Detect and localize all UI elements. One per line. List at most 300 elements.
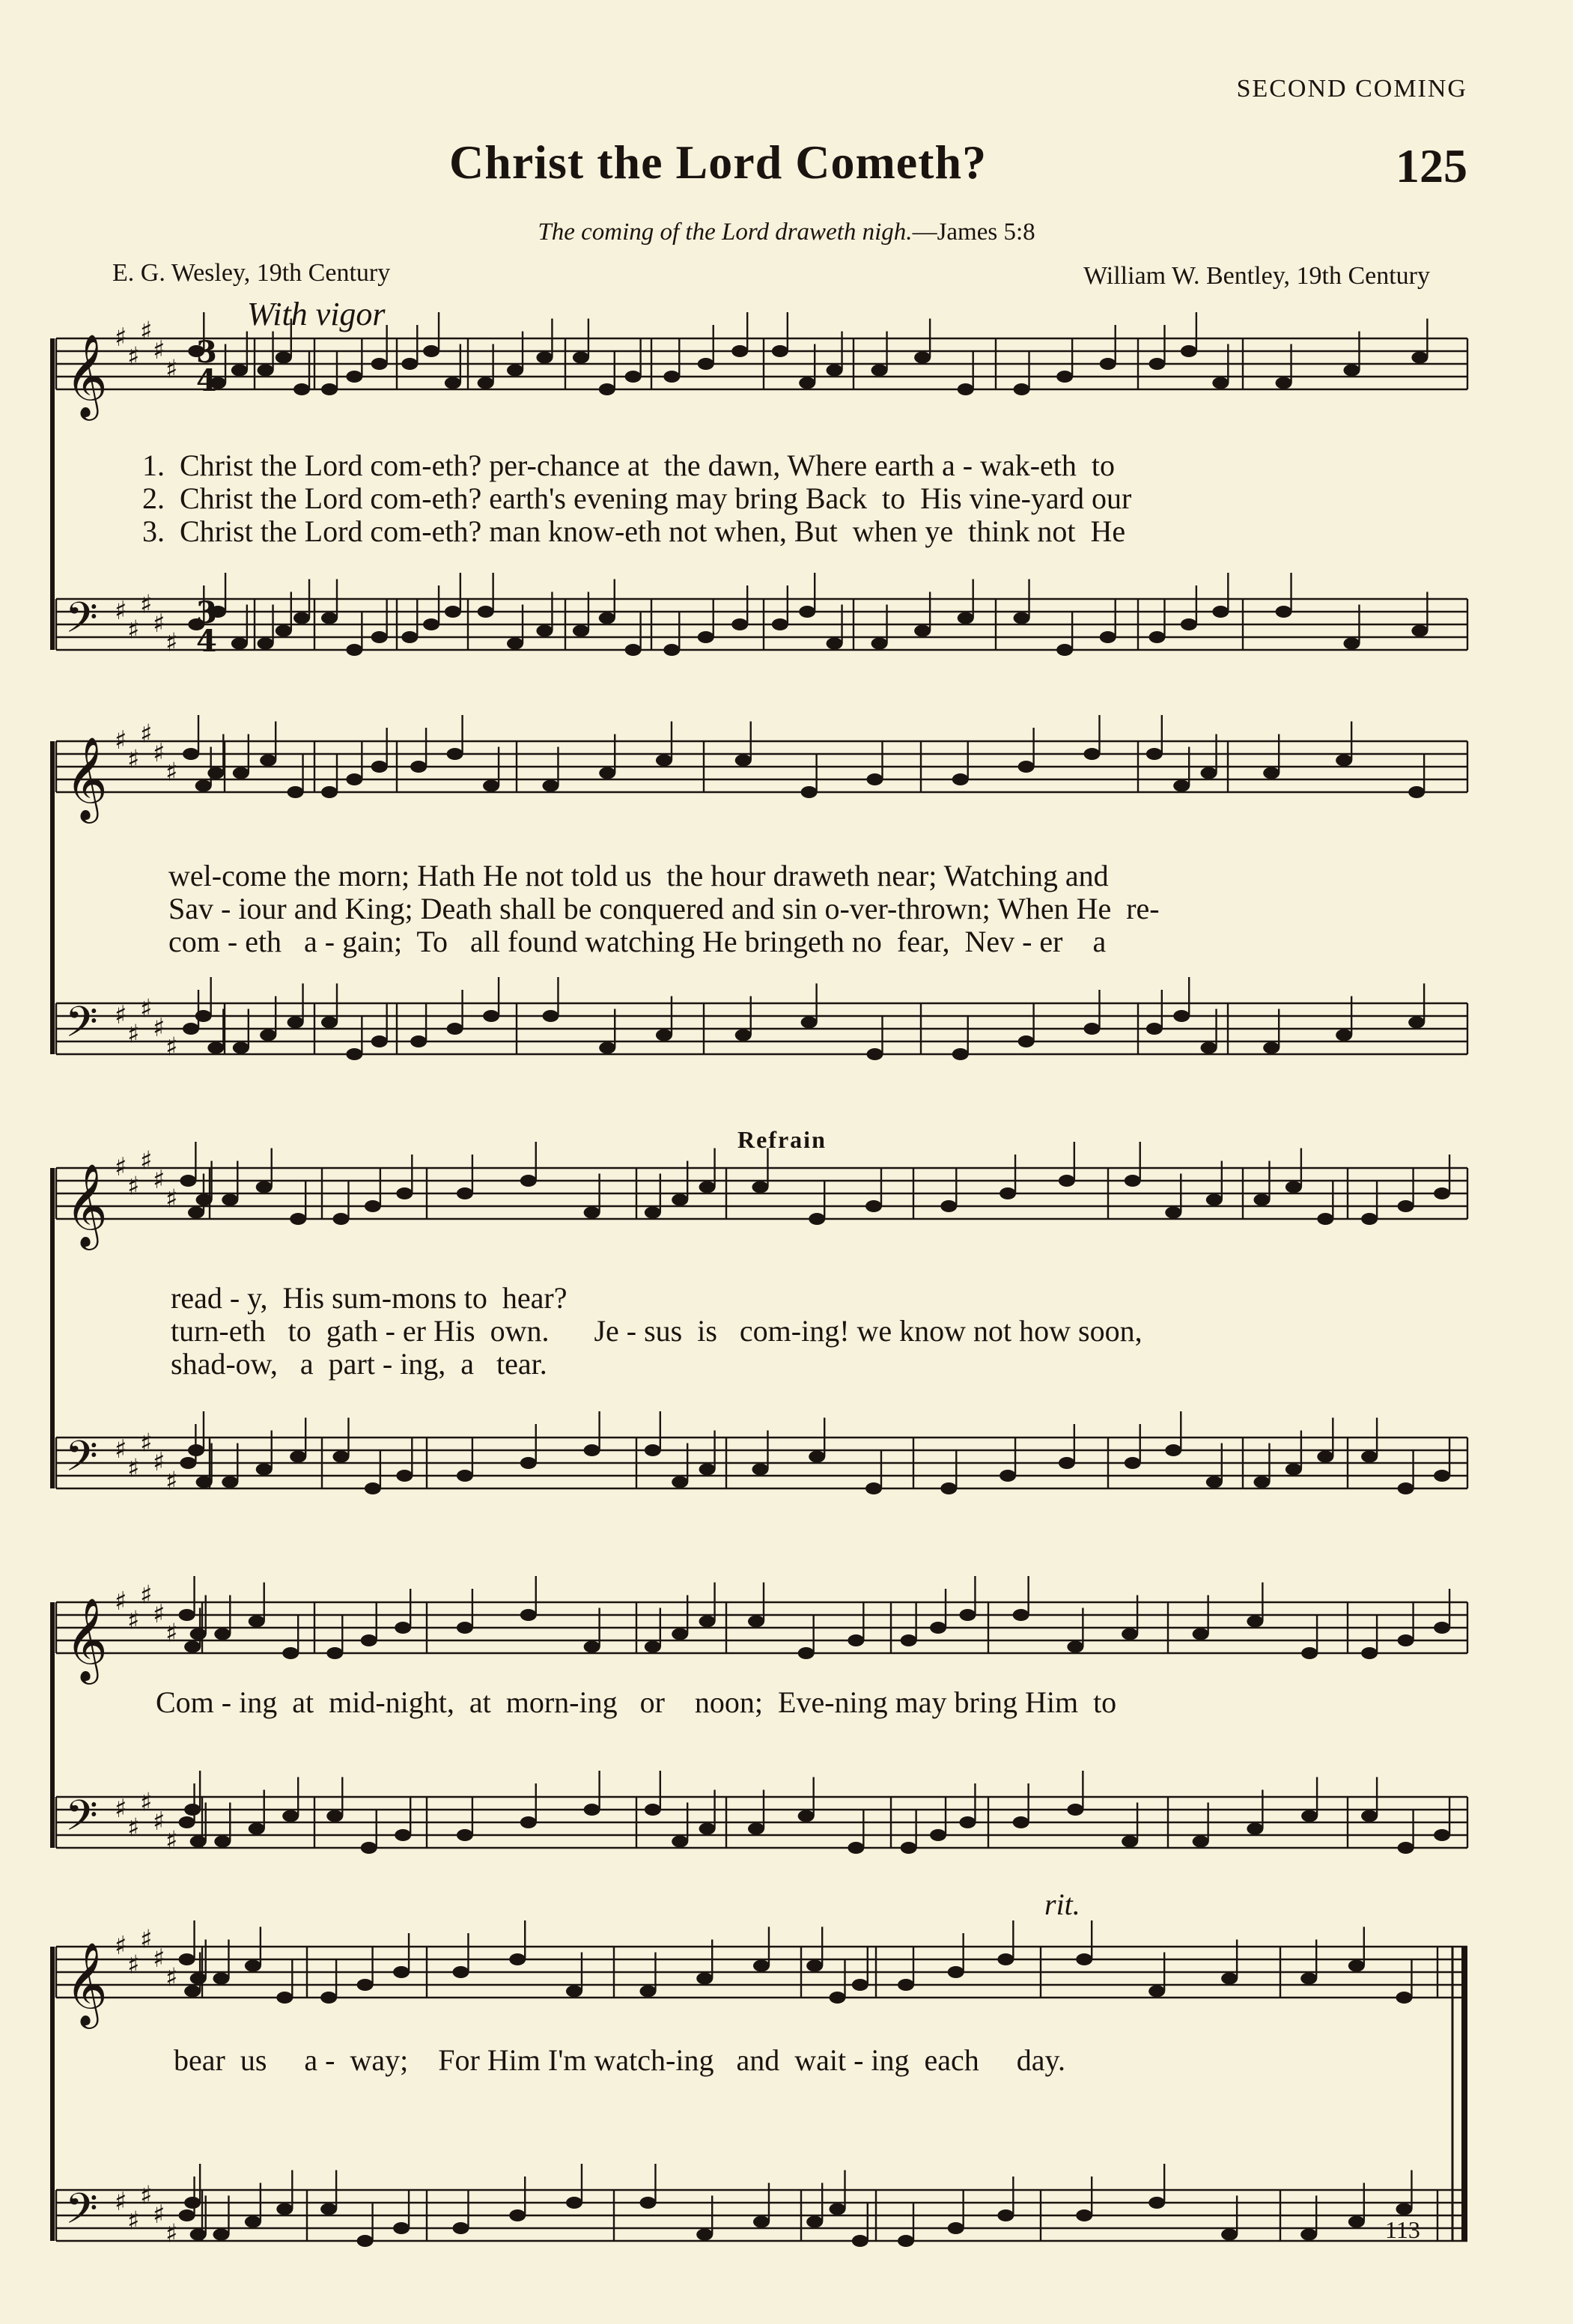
notehead: [798, 1647, 815, 1659]
notehead: [293, 383, 310, 395]
time-signature-bottom: 4: [196, 363, 217, 398]
notehead: [1148, 1986, 1165, 1998]
notehead: [445, 606, 461, 618]
sharp-icon: ♯: [165, 1184, 178, 1214]
notehead: [806, 1960, 823, 1972]
notehead: [509, 1953, 526, 1965]
notehead: [1148, 358, 1165, 370]
sharp-icon: ♯: [115, 726, 127, 755]
treble-clef-icon: 𝄞: [65, 1163, 108, 1247]
sharp-icon: ♯: [127, 1813, 140, 1843]
notehead: [1206, 1476, 1223, 1488]
notehead: [520, 1609, 537, 1621]
notehead: [258, 365, 274, 377]
notehead: [1300, 2229, 1317, 2241]
notehead: [1253, 1194, 1270, 1206]
notehead: [1263, 1042, 1280, 1054]
notehead: [180, 1457, 196, 1469]
notehead: [696, 1973, 713, 1985]
notehead: [357, 2235, 374, 2247]
notehead: [196, 1194, 213, 1206]
notehead: [656, 755, 672, 767]
bass-staff: [56, 1411, 1467, 1497]
sharp-icon: ♯: [115, 596, 127, 626]
bass-staff: [56, 1771, 1467, 1856]
notehead: [371, 631, 388, 643]
sharp-icon: ♯: [153, 1447, 165, 1477]
notehead: [1173, 780, 1190, 792]
notehead: [520, 1816, 537, 1828]
notehead: [1056, 371, 1073, 383]
notehead: [520, 1457, 537, 1469]
sharp-icon: ♯: [115, 1931, 127, 1961]
notehead: [396, 1470, 413, 1482]
treble-staff: [56, 1142, 1467, 1250]
notehead: [509, 2209, 526, 2221]
notehead: [1247, 1823, 1263, 1835]
notehead: [184, 2197, 201, 2209]
notehead: [1014, 383, 1030, 395]
notehead: [483, 1010, 499, 1022]
section-label: SECOND COMING: [1236, 75, 1467, 103]
sharp-icon: ♯: [153, 1013, 165, 1043]
notehead: [1165, 1444, 1181, 1456]
notehead: [1336, 755, 1352, 767]
notehead: [1013, 1609, 1029, 1621]
treble-clef-icon: 𝄞: [65, 1941, 108, 2025]
notehead: [276, 625, 292, 637]
sharp-icon: ♯: [127, 2206, 140, 2236]
notehead: [1000, 1187, 1016, 1199]
sharp-icon: ♯: [127, 1950, 140, 1980]
author-credit: E. G. Wesley, 19th Century: [112, 259, 391, 287]
notehead: [639, 2197, 656, 2209]
notehead: [829, 2203, 845, 2215]
notehead: [1212, 606, 1229, 618]
bass-staff: [56, 977, 1467, 1062]
notehead: [799, 377, 815, 389]
notehead: [214, 1628, 231, 1640]
sharp-icon: ♯: [140, 316, 153, 347]
notehead: [940, 1200, 957, 1212]
notehead: [952, 1048, 969, 1060]
notehead: [1398, 1482, 1414, 1494]
notehead: [827, 365, 843, 377]
notehead: [276, 352, 292, 364]
sharp-icon: ♯: [153, 335, 165, 365]
notehead: [1276, 377, 1292, 389]
notehead: [326, 1810, 343, 1822]
notehead: [1056, 644, 1073, 656]
notehead: [663, 371, 680, 383]
notehead: [365, 1482, 381, 1494]
notehead: [423, 618, 439, 630]
notehead: [1221, 2229, 1238, 2241]
time-signature-top: 3: [196, 335, 217, 370]
notehead: [401, 631, 418, 643]
notehead: [1173, 1010, 1190, 1022]
sharp-icon: ♯: [153, 1165, 165, 1195]
notehead: [214, 1836, 231, 1848]
sharp-icon: ♯: [127, 1171, 140, 1202]
notehead: [753, 2216, 770, 2228]
notehead: [326, 1647, 343, 1659]
notehead: [1212, 377, 1229, 389]
notehead: [260, 1029, 276, 1041]
notehead: [231, 638, 248, 650]
notehead: [958, 612, 974, 624]
lyric-s1-verse3: 3. Christ the Lord com-eth? man know-eth not when, But when ye think not He: [142, 514, 1126, 548]
notehead: [1059, 1175, 1075, 1187]
sharp-icon: ♯: [165, 627, 178, 658]
notehead: [1348, 1960, 1365, 1972]
notehead: [663, 644, 680, 656]
notehead: [276, 1992, 293, 2004]
notehead: [1100, 358, 1116, 370]
notehead: [914, 625, 931, 637]
bass-clef-icon: 𝄢: [65, 1792, 98, 1851]
notehead: [801, 1017, 818, 1029]
notehead: [748, 1616, 764, 1628]
notehead: [393, 1966, 410, 1978]
sharp-icon: ♯: [127, 744, 140, 775]
sharp-icon: ♯: [153, 1807, 165, 1837]
scripture-reference: —James 5:8: [912, 219, 1035, 246]
notehead: [1434, 1187, 1450, 1199]
notehead: [287, 786, 304, 798]
notehead: [848, 1634, 864, 1646]
sharp-icon: ♯: [140, 1146, 153, 1176]
notehead: [445, 377, 461, 389]
notehead: [282, 1647, 299, 1659]
notehead: [1301, 1810, 1318, 1822]
scripture-text: The coming of the Lord draweth nigh.: [538, 219, 913, 246]
bass-clef-icon: 𝄢: [65, 1432, 98, 1491]
notehead: [282, 1810, 299, 1822]
sharp-icon: ♯: [115, 1000, 127, 1030]
notehead: [457, 1470, 473, 1482]
notehead: [1146, 748, 1163, 760]
bass-staff: [56, 2164, 1467, 2249]
notehead: [395, 1622, 411, 1634]
notehead: [190, 2229, 207, 2241]
notehead: [645, 1641, 661, 1653]
lyric-s3-verse1: read - y, His sum-mons to hear?: [171, 1281, 568, 1315]
notehead: [1067, 1641, 1083, 1653]
notehead: [195, 780, 212, 792]
notehead: [447, 1023, 463, 1035]
notehead: [801, 786, 818, 798]
bass-clef-icon: 𝄢: [65, 2185, 98, 2244]
treble-staff: [56, 715, 1467, 824]
notehead: [520, 1175, 537, 1187]
sharp-icon: ♯: [165, 757, 178, 788]
notehead: [179, 1953, 195, 1965]
notehead: [959, 1609, 976, 1621]
notehead: [772, 618, 788, 630]
notehead: [1013, 1816, 1029, 1828]
sharp-icon: ♯: [140, 1428, 153, 1458]
notehead: [799, 606, 815, 618]
notehead: [584, 1444, 600, 1456]
sharp-icon: ♯: [165, 2218, 178, 2249]
notehead: [584, 1207, 600, 1219]
notehead: [914, 352, 931, 364]
notehead: [371, 358, 388, 370]
notehead: [188, 1444, 204, 1456]
notehead: [321, 383, 338, 395]
notehead: [699, 1181, 716, 1193]
time-signature-bottom: 4: [196, 624, 217, 659]
notehead: [1193, 1628, 1209, 1640]
notehead: [1076, 2209, 1092, 2221]
notehead: [930, 1829, 946, 1841]
notehead: [183, 748, 199, 760]
notehead: [1018, 1035, 1035, 1047]
notehead: [457, 1622, 473, 1634]
notehead: [276, 2203, 293, 2215]
notehead: [245, 1960, 261, 1972]
notehead: [696, 2229, 713, 2241]
sharp-icon: ♯: [127, 615, 140, 645]
notehead: [507, 638, 523, 650]
notehead: [1396, 2203, 1412, 2215]
notehead: [256, 1464, 273, 1476]
notehead: [948, 1966, 964, 1978]
bass-clef-icon: 𝄢: [65, 594, 98, 653]
notehead: [542, 1010, 559, 1022]
notehead: [1434, 1470, 1450, 1482]
notehead: [410, 761, 427, 773]
notehead: [1000, 1470, 1016, 1482]
notehead: [735, 1029, 752, 1041]
notehead: [179, 1816, 195, 1828]
notehead: [1300, 1973, 1317, 1985]
notehead: [1122, 1628, 1138, 1640]
sharp-icon: ♯: [140, 2180, 153, 2211]
notehead: [753, 1960, 770, 1972]
notehead: [1317, 1213, 1333, 1225]
treble-staff: [56, 1920, 1467, 2029]
sharp-icon: ♯: [140, 719, 153, 749]
notehead: [222, 1194, 238, 1206]
treble-staff: [56, 1576, 1467, 1685]
hymn-title: Christ the Lord Cometh?: [449, 136, 988, 189]
notehead: [599, 383, 615, 395]
notehead: [1125, 1175, 1141, 1187]
lyric-s1-verse2: 2. Christ the Lord com-eth? earth's evening may bring Back to His vine-yard our: [142, 481, 1132, 515]
notehead: [207, 767, 224, 779]
notehead: [1408, 786, 1425, 798]
notehead: [959, 1816, 976, 1828]
notehead: [233, 1042, 249, 1054]
notehead: [698, 631, 714, 643]
notehead: [672, 1836, 688, 1848]
notehead: [1221, 1973, 1238, 1985]
notehead: [901, 1634, 917, 1646]
notehead: [1301, 1647, 1318, 1659]
time-signature-top: 3: [196, 595, 217, 630]
notehead: [184, 1641, 201, 1653]
notehead: [249, 1616, 265, 1628]
notehead: [410, 1035, 427, 1047]
notehead: [361, 1634, 377, 1646]
notehead: [672, 1476, 688, 1488]
notehead: [293, 612, 310, 624]
sharp-icon: ♯: [140, 994, 153, 1024]
notehead: [852, 2235, 868, 2247]
notehead: [396, 1187, 413, 1199]
notehead: [930, 1622, 946, 1634]
notehead: [958, 383, 974, 395]
notehead: [952, 773, 969, 785]
notehead: [573, 352, 589, 364]
sharp-icon: ♯: [115, 323, 127, 353]
notehead: [222, 1476, 238, 1488]
notehead: [1396, 1992, 1412, 2004]
notehead: [829, 1992, 845, 2004]
notehead: [184, 1986, 201, 1998]
notehead: [245, 2216, 261, 2228]
notehead: [645, 1444, 661, 1456]
notehead: [940, 1482, 957, 1494]
notehead: [320, 1992, 337, 2004]
notehead: [1201, 767, 1217, 779]
notehead: [1181, 345, 1197, 357]
notehead: [1083, 748, 1100, 760]
sharp-icon: ♯: [115, 1152, 127, 1182]
notehead: [871, 365, 888, 377]
notehead: [573, 625, 589, 637]
notehead: [332, 1213, 349, 1225]
notehead: [599, 767, 615, 779]
notehead: [1317, 1451, 1333, 1463]
notehead: [452, 1966, 469, 1978]
notehead: [871, 638, 888, 650]
notehead: [507, 365, 523, 377]
notehead: [256, 1181, 273, 1193]
notehead: [948, 2222, 964, 2234]
sharp-icon: ♯: [127, 1453, 140, 1484]
notehead: [290, 1213, 306, 1225]
notehead: [213, 1973, 229, 1985]
notehead: [321, 1017, 338, 1029]
notehead: [1148, 2197, 1165, 2209]
notehead: [625, 644, 642, 656]
notehead: [809, 1451, 825, 1463]
notehead: [190, 1836, 207, 1848]
sharp-icon: ♯: [153, 1599, 165, 1629]
notehead: [258, 638, 274, 650]
notehead: [233, 767, 249, 779]
notehead: [320, 2203, 337, 2215]
sharp-icon: ♯: [140, 1924, 153, 1955]
notehead: [1398, 1842, 1414, 1854]
notehead: [1398, 1634, 1414, 1646]
notehead: [346, 773, 362, 785]
notehead: [196, 1476, 213, 1488]
treble-clef-icon: 𝄞: [65, 1597, 108, 1681]
sharp-icon: ♯: [115, 2187, 127, 2217]
notehead: [752, 1464, 768, 1476]
composer-credit: William W. Bentley, 19th Century: [1083, 262, 1430, 290]
notehead: [1181, 618, 1197, 630]
notehead: [1165, 1207, 1181, 1219]
notehead: [1247, 1616, 1263, 1628]
notehead: [1398, 1200, 1414, 1212]
notehead: [699, 1616, 716, 1628]
notehead: [478, 377, 494, 389]
notehead: [1361, 1213, 1378, 1225]
notehead: [1100, 631, 1116, 643]
notehead: [231, 365, 248, 377]
notehead: [287, 1017, 304, 1029]
notehead: [735, 755, 752, 767]
notehead: [1018, 761, 1035, 773]
notehead: [190, 1628, 207, 1640]
notehead: [1348, 2216, 1365, 2228]
sharp-icon: ♯: [140, 1580, 153, 1610]
notehead: [321, 612, 338, 624]
notehead: [452, 2222, 469, 2234]
lyric-s3-verse3: shad-ow, a part - ing, a tear.: [171, 1347, 547, 1381]
notehead: [195, 1010, 212, 1022]
notehead: [179, 2209, 195, 2221]
notehead: [1343, 365, 1360, 377]
sharp-icon: ♯: [165, 1825, 178, 1856]
notehead: [1059, 1457, 1075, 1469]
notehead: [748, 1823, 764, 1835]
notehead: [1434, 1829, 1450, 1841]
page-number: 113: [1385, 2216, 1420, 2243]
notehead: [365, 1200, 381, 1212]
lyric-s4: Com - ing at mid-night, at morn-ing or noon; Eve-ning may bring Him to: [156, 1685, 1117, 1719]
notehead: [599, 612, 615, 624]
notehead: [1148, 631, 1165, 643]
sharp-icon: ♯: [127, 341, 140, 372]
sharp-icon: ♯: [127, 1019, 140, 1050]
notehead: [1201, 1042, 1217, 1054]
notehead: [809, 1213, 825, 1225]
notehead: [393, 2222, 410, 2234]
sharp-icon: ♯: [140, 1787, 153, 1818]
notehead: [184, 1804, 201, 1816]
notehead: [1336, 1029, 1352, 1041]
notehead: [672, 1628, 688, 1640]
notehead: [346, 644, 362, 656]
notehead: [1411, 352, 1428, 364]
notehead: [645, 1207, 661, 1219]
notehead: [1206, 1194, 1223, 1206]
notehead: [483, 780, 499, 792]
notehead: [584, 1804, 600, 1816]
notehead: [1067, 1804, 1083, 1816]
notehead: [806, 2216, 823, 2228]
notehead: [852, 1979, 868, 1991]
notehead: [457, 1187, 473, 1199]
sharp-icon: ♯: [127, 1605, 140, 1636]
lyric-s2-verse3: com - eth a - gain; To all found watching He bringeth no fear, Nev - er a: [168, 925, 1107, 958]
notehead: [731, 345, 748, 357]
notehead: [447, 748, 463, 760]
notehead: [371, 761, 388, 773]
notehead: [190, 1973, 207, 1985]
lyric-s5: bear us a - way; For Him I'm watch-ing and wait - ing each day.: [174, 2043, 1065, 2077]
notehead: [997, 2209, 1014, 2221]
notehead: [901, 1842, 917, 1854]
notehead: [1343, 638, 1360, 650]
treble-staff: [56, 312, 1467, 421]
